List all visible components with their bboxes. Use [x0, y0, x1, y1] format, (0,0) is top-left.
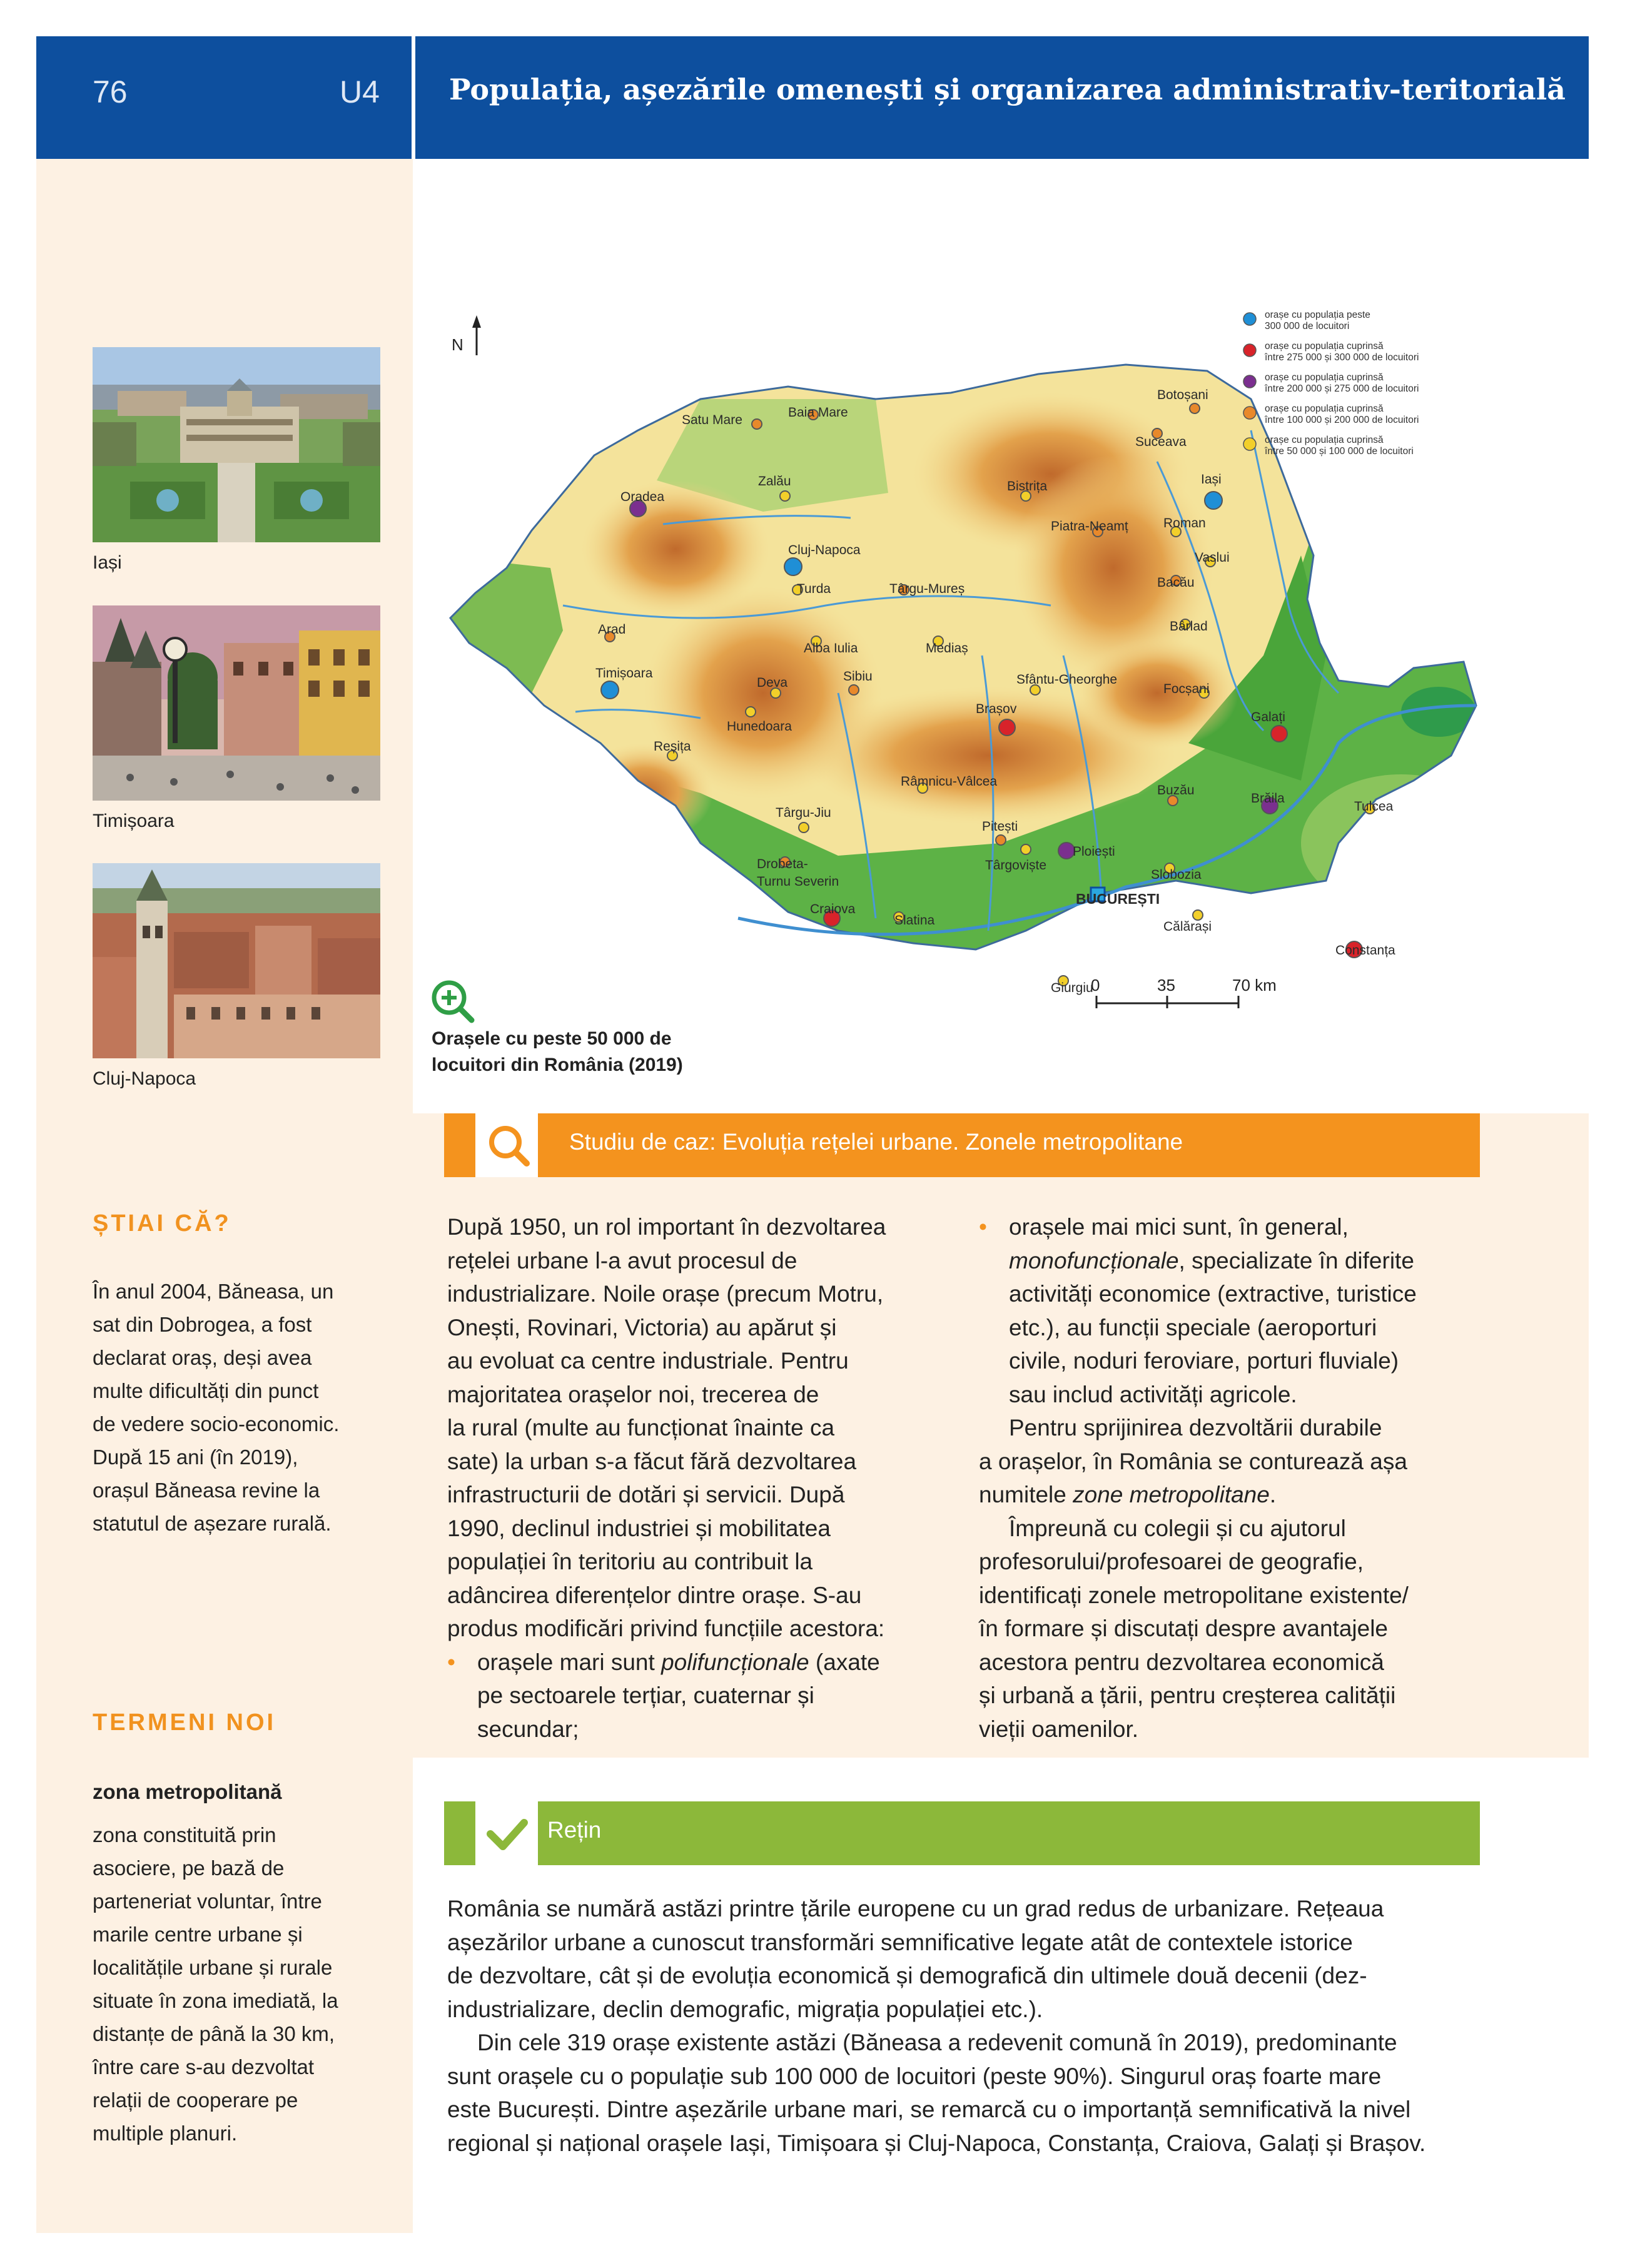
- city-marker: [1190, 403, 1200, 413]
- city-label: Mediaș: [926, 641, 968, 656]
- unit-label: U4: [340, 74, 380, 109]
- legend-swatch: [1243, 407, 1256, 419]
- text-line: industrializare. Noile orașe (precum Motru,: [447, 1281, 884, 1307]
- photo-caption-cluj-napoca: Cluj-Napoca: [93, 1068, 196, 1089]
- city-label: Alba Iulia: [804, 641, 858, 656]
- text-line: sat din Dobrogea, a fost: [93, 1313, 312, 1336]
- city-marker: [849, 685, 859, 695]
- map-legend: [1243, 310, 1419, 457]
- text-line: de dezvoltare, cât și de evoluția economică și demografică din ultimele două decenii (dez-: [447, 1963, 1367, 1988]
- text-line: sau includ activități agricole.: [1009, 1381, 1297, 1407]
- text-line: Onești, Rovinari, Victoria) au apărut și: [447, 1314, 837, 1340]
- case-study-title: Studiu de caz: Evoluția rețelei urbane. Zonele metropolitane: [569, 1129, 1183, 1155]
- city-label: Giurgiu: [1051, 981, 1093, 995]
- map-caption-line1: Orașele cu peste 50 000 de: [432, 1028, 672, 1049]
- text-line: După 15 ani (în 2019),: [93, 1445, 298, 1469]
- paragraph-line: a orașelor, în România se conturează așa: [979, 1448, 1407, 1474]
- text-line: Din cele 319 orașe existente astăzi (Băneasa a redevenit comună în 2019), predominante: [477, 2030, 1397, 2055]
- text-line: infrastructurii de dotări și servicii. După: [447, 1482, 845, 1507]
- text-line: În anul 2004, Băneasa, un: [93, 1280, 334, 1303]
- text-line: identificați zonele metropolitane existente/: [979, 1582, 1409, 1608]
- text-line: populației în teritoriu au contribuit la: [447, 1549, 813, 1574]
- city-label: Turnu Severin: [757, 874, 839, 889]
- paragraph-line: numitele zone metropolitane.: [979, 1482, 1277, 1507]
- map-caption: [432, 1026, 719, 1078]
- legend-label: între 200 000 și 275 000 de locuitori: [1265, 383, 1419, 394]
- map-caption-line2: locuitori din România (2019): [432, 1055, 683, 1075]
- text-line: produs modificări privind funcțiile acestora:: [447, 1616, 885, 1641]
- city-marker: [780, 491, 790, 501]
- case-study-column-2: [979, 1210, 1492, 1746]
- did-you-know-text: [93, 1275, 377, 1540]
- city-label: Râmnicu-Vâlcea: [901, 774, 998, 789]
- city-label: Galați: [1251, 710, 1285, 724]
- text-line: în formare și discutați despre avantajele: [979, 1616, 1389, 1641]
- city-label: Cluj-Napoca: [788, 543, 861, 557]
- scale-35: 35: [1157, 976, 1175, 995]
- legend-swatch: [1243, 344, 1256, 357]
- text-line: multiple planuri.: [93, 2122, 238, 2145]
- text-line: au evoluat ca centre industriale. Pentru: [447, 1348, 849, 1374]
- city-label: Craiova: [810, 902, 856, 916]
- legend-swatch: [1243, 313, 1256, 325]
- city-label: Bârlad: [1170, 619, 1208, 634]
- text-line: adâncirea diferențelor dintre orașe. S-au: [447, 1582, 862, 1608]
- city-label: Suceava: [1135, 435, 1187, 449]
- text-line: 1990, declinul industriei și mobilitatea: [447, 1515, 831, 1541]
- legend-label: între 100 000 și 200 000 de locuitori: [1265, 415, 1419, 425]
- text-line: profesorului/profesoarei de geografie,: [979, 1549, 1364, 1574]
- city-label: Arad: [598, 622, 626, 637]
- city-marker: [601, 681, 619, 699]
- magnifier-icon: [475, 1113, 538, 1177]
- city-marker: [746, 707, 756, 717]
- legend-label: 300 000 de locuitori: [1265, 321, 1350, 332]
- text-line: orașul Băneasa revine la: [93, 1479, 320, 1502]
- city-label: Botoșani: [1157, 388, 1208, 402]
- text-line: la rural (multe au funcționat înainte ca: [447, 1415, 835, 1440]
- text-line: majoritatea orașelor noi, trecerea de: [447, 1381, 819, 1407]
- text-line: acestora pentru dezvoltarea economică: [979, 1649, 1384, 1675]
- city-label: Hunedoara: [727, 719, 792, 734]
- city-label: Deva: [757, 676, 788, 690]
- text-line: sunt orașele cu o populație sub 100 000 de locuitori (peste 90%). Singurul oraș foarte mare: [447, 2063, 1382, 2089]
- text-line: situate în zona imediată, la: [93, 1989, 338, 2012]
- city-label: Satu Mare: [682, 413, 742, 427]
- romania-map: [438, 305, 1507, 1043]
- city-label: Călărași: [1163, 919, 1212, 934]
- city-label: Zalău: [758, 474, 791, 489]
- legend-label: orașe cu populația peste: [1265, 310, 1370, 320]
- chapter-title: Populația, așezările omenești și organizarea administrativ-teritorială: [449, 73, 1566, 106]
- city-label: Brașov: [976, 702, 1017, 716]
- text-line: industrializare, declin demografic, migrația populației etc.).: [447, 1996, 1043, 2022]
- text-line: și urbană a țării, pentru creșterea calității: [979, 1683, 1396, 1708]
- text-line: parteneriat voluntar, între: [93, 1890, 322, 1913]
- paragraph-line: Pentru sprijinirea dezvoltării durabile: [1009, 1415, 1382, 1440]
- city-label: Focșani: [1163, 682, 1210, 696]
- text-line: România se numără astăzi printre țările europene cu un grad redus de urbanizare. Rețeaua: [447, 1896, 1384, 1921]
- city-label: Roman: [1163, 516, 1206, 530]
- city-label: Brăila: [1251, 791, 1285, 806]
- city-label: Oradea: [620, 490, 665, 504]
- city-label: Drobeta-: [757, 857, 808, 871]
- city-label: Piatra-Neamț: [1051, 519, 1128, 534]
- city-label: Vaslui: [1195, 550, 1230, 565]
- text-line: între care s-au dezvoltat: [93, 2055, 315, 2078]
- text-line: rețelei urbane l-a avut procesul de: [447, 1247, 797, 1273]
- city-label: Slatina: [894, 913, 935, 928]
- text-line: După 1950, un rol important în dezvoltarea: [447, 1214, 886, 1240]
- scale-bar: [1091, 976, 1277, 1008]
- text-line: statutul de așezare rurală.: [93, 1512, 332, 1535]
- scale-0: 0: [1091, 976, 1100, 995]
- photo-cluj-napoca: [93, 863, 380, 1058]
- city-marker: [1271, 726, 1287, 742]
- text-line: multe dificultăți din punct: [93, 1379, 319, 1402]
- map-graphic: [438, 305, 1507, 1043]
- text-line: zona constituită prin: [93, 1823, 276, 1846]
- legend-label: orașe cu populația cuprinsă: [1265, 372, 1384, 383]
- city-label: Pitești: [982, 819, 1018, 834]
- photo-timisoara: [93, 605, 380, 801]
- header-divider: [412, 36, 415, 159]
- term-definition: [93, 1818, 377, 2150]
- city-label: Ploiești: [1073, 844, 1115, 859]
- remember-title: Rețin: [547, 1817, 602, 1843]
- legend-label: orașe cu populația cuprinsă: [1265, 341, 1384, 352]
- city-marker: [752, 419, 762, 429]
- page-number: 76: [93, 74, 128, 109]
- city-marker: [996, 835, 1006, 845]
- city-label: Sfântu-Gheorghe: [1016, 672, 1118, 687]
- did-you-know-heading: ȘTIAI CĂ?: [93, 1210, 231, 1237]
- text-line: Împreună cu colegii și cu ajutorul: [1009, 1515, 1346, 1541]
- term-title: zona metropolitană: [93, 1780, 282, 1803]
- city-label: Buzău: [1157, 783, 1195, 797]
- list-item: • orașele mari sunt polifuncționale (axate pe sectoarele terțiar, cuaternar și secundar;: [447, 1646, 960, 1746]
- text-line: distanțe de până la 30 km,: [93, 2022, 335, 2045]
- page-header: [36, 36, 1589, 159]
- north-label: N: [452, 335, 463, 354]
- text-line: de vedere socio-economic.: [93, 1412, 340, 1435]
- city-label: Slobozia: [1151, 868, 1202, 882]
- case-study-column-1: [447, 1210, 960, 1746]
- text-line: așezărilor urbane a cunoscut transformări semnificative legate atât de contextele istorice: [447, 1929, 1353, 1955]
- text-line: este București. Dintre așezările urbane mari, se remarcă cu o importanță semnificativă la nivel: [447, 2097, 1411, 2122]
- legend-swatch: [1243, 375, 1256, 388]
- city-marker: [1193, 910, 1203, 920]
- city-marker: [1021, 844, 1031, 854]
- legend-label: între 275 000 și 300 000 de locuitori: [1265, 352, 1419, 363]
- remember-text: [447, 1892, 1482, 2160]
- checkmark-icon: [475, 1801, 538, 1865]
- text-line: sate) la urban s-a făcut fără dezvoltarea: [447, 1448, 857, 1474]
- legend-label: orașe cu populația cuprinsă: [1265, 435, 1384, 445]
- city-marker: [1205, 492, 1222, 509]
- legend-label: între 50 000 și 100 000 de locuitori: [1265, 446, 1414, 457]
- city-label: Târgu-Jiu: [776, 806, 831, 820]
- city-label: BUCUREȘTI: [1076, 891, 1160, 907]
- new-terms-heading: TERMENI NOI: [93, 1709, 276, 1736]
- legend-swatch: [1243, 438, 1256, 450]
- city-marker: [999, 719, 1015, 736]
- city-label: Baia Mare: [788, 405, 848, 420]
- photo-iasi: [93, 347, 380, 542]
- city-label: Târgoviște: [985, 858, 1047, 873]
- text-line: vieții oamenilor.: [979, 1716, 1139, 1742]
- text-line: etc.), au funcții speciale (aeroporturi: [1009, 1314, 1377, 1340]
- text-line: asociere, pe bază de: [93, 1856, 285, 1880]
- city-label: Reșița: [654, 739, 691, 754]
- scale-70: 70 km: [1232, 976, 1277, 995]
- text-line: activități economice (extractive, turistice: [1009, 1281, 1417, 1307]
- text-line: declarat oraș, deși avea: [93, 1346, 312, 1369]
- list-item: • orașele mai mici sunt, în general, monofuncționale, specializate în diferite activități economice (extractive, turistice etc.), au funcții speciale (aeroporturi civile, noduri feroviare, porturi fluviale) sau includ activități agricole.: [979, 1210, 1492, 1411]
- city-label: Constanța: [1335, 943, 1395, 958]
- photo-caption-timisoara: Timișoara: [93, 811, 175, 831]
- city-label: Tulcea: [1354, 799, 1394, 814]
- city-label: Timișoara: [595, 666, 653, 681]
- zoom-icon[interactable]: [430, 979, 475, 1024]
- text-line: localitățile urbane și rurale: [93, 1956, 333, 1979]
- city-label: Bacău: [1157, 575, 1195, 590]
- legend-label: orașe cu populația cuprinsă: [1265, 403, 1384, 414]
- city-label: Turda: [797, 582, 831, 596]
- city-marker: [799, 823, 809, 833]
- city-label: Iași: [1201, 472, 1222, 487]
- city-marker: [784, 558, 802, 575]
- text-line: marile centre urbane și: [93, 1923, 303, 1946]
- text-line: relații de cooperare pe: [93, 2088, 298, 2112]
- city-label: Sibiu: [843, 669, 873, 684]
- photo-caption-iasi: Iași: [93, 552, 122, 573]
- text-line: civile, noduri feroviare, porturi fluviale): [1009, 1348, 1399, 1374]
- city-label: Bistrița: [1007, 479, 1048, 494]
- text-line: regional și național orașele Iași, Timișoara și Cluj-Napoca, Constanța, Craiova, Galați și Brașov.: [447, 2130, 1426, 2156]
- city-label: Târgu-Mureș: [889, 582, 965, 596]
